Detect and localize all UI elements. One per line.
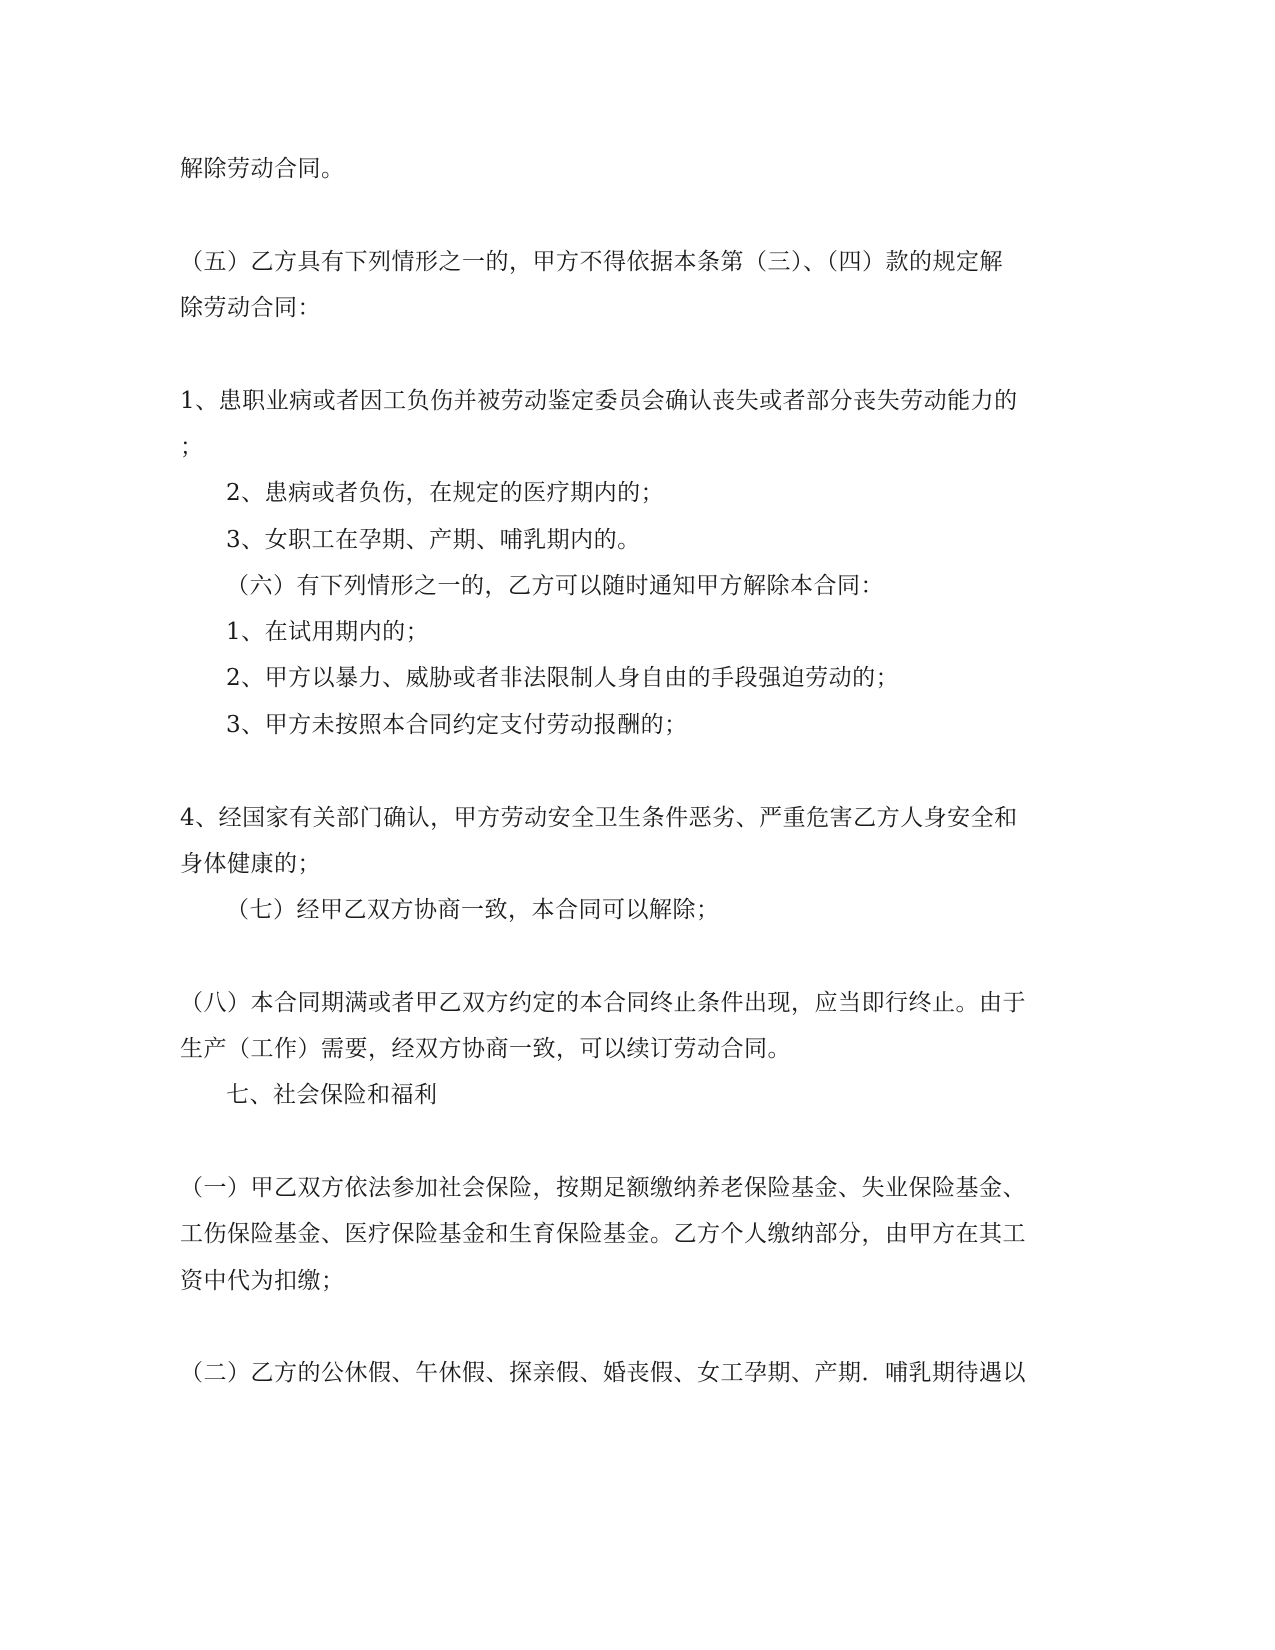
text-line: 工伤保险基金、医疗保险基金和生育保险基金。乙方个人缴纳部分，由甲方在其工 (180, 1221, 1026, 1247)
text-line: 身体健康的； (180, 851, 321, 877)
text-line: （一）甲乙双方依法参加社会保险，按期足额缴纳养老保险基金、失业保险基金、 (180, 1175, 1026, 1201)
text-line: （二）乙方的公休假、午休假、探亲假、婚丧假、女工孕期、产期．哺乳期待遇以 (180, 1360, 1026, 1386)
text-line: 生产（工作）需要，经双方协商一致，可以续订劳动合同。 (180, 1036, 791, 1062)
text-line: （五）乙方具有下列情形之一的，甲方不得依据本条第（三）、（四）款的规定解 (180, 249, 1003, 275)
text-line: 2、患病或者负伤，在规定的医疗期内的； (226, 480, 665, 506)
text-line: 资中代为扣缴； (180, 1268, 345, 1294)
text-line: 1、在试用期内的； (226, 619, 430, 645)
text-line: （六）有下列情形之一的，乙方可以随时通知甲方解除本合同： (226, 573, 884, 599)
text-line: 解除劳动合同。 (180, 156, 345, 182)
section-heading: 七、社会保险和福利 (226, 1082, 438, 1108)
text-line: （七）经甲乙双方协商一致，本合同可以解除； (226, 897, 720, 923)
text-line: 3、女职工在孕期、产期、哺乳期内的。 (226, 527, 641, 553)
text-line: 2、甲方以暴力、威胁或者非法限制人身自由的手段强迫劳动的； (226, 665, 900, 691)
text-line: 1、患职业病或者因工负伤并被劳动鉴定委员会确认丧失或者部分丧失劳动能力的 (180, 388, 1018, 414)
text-line: 除劳动合同： (180, 295, 321, 321)
text-line: （八）本合同期满或者甲乙双方约定的本合同终止条件出现，应当即行终止。由于 (180, 990, 1026, 1016)
text-line: 4、经国家有关部门确认，甲方劳动安全卫生条件恶劣、严重危害乙方人身安全和 (180, 805, 1018, 831)
text-line: 3、甲方未按照本合同约定支付劳动报酬的； (226, 712, 688, 738)
text-line: ； (180, 434, 204, 460)
